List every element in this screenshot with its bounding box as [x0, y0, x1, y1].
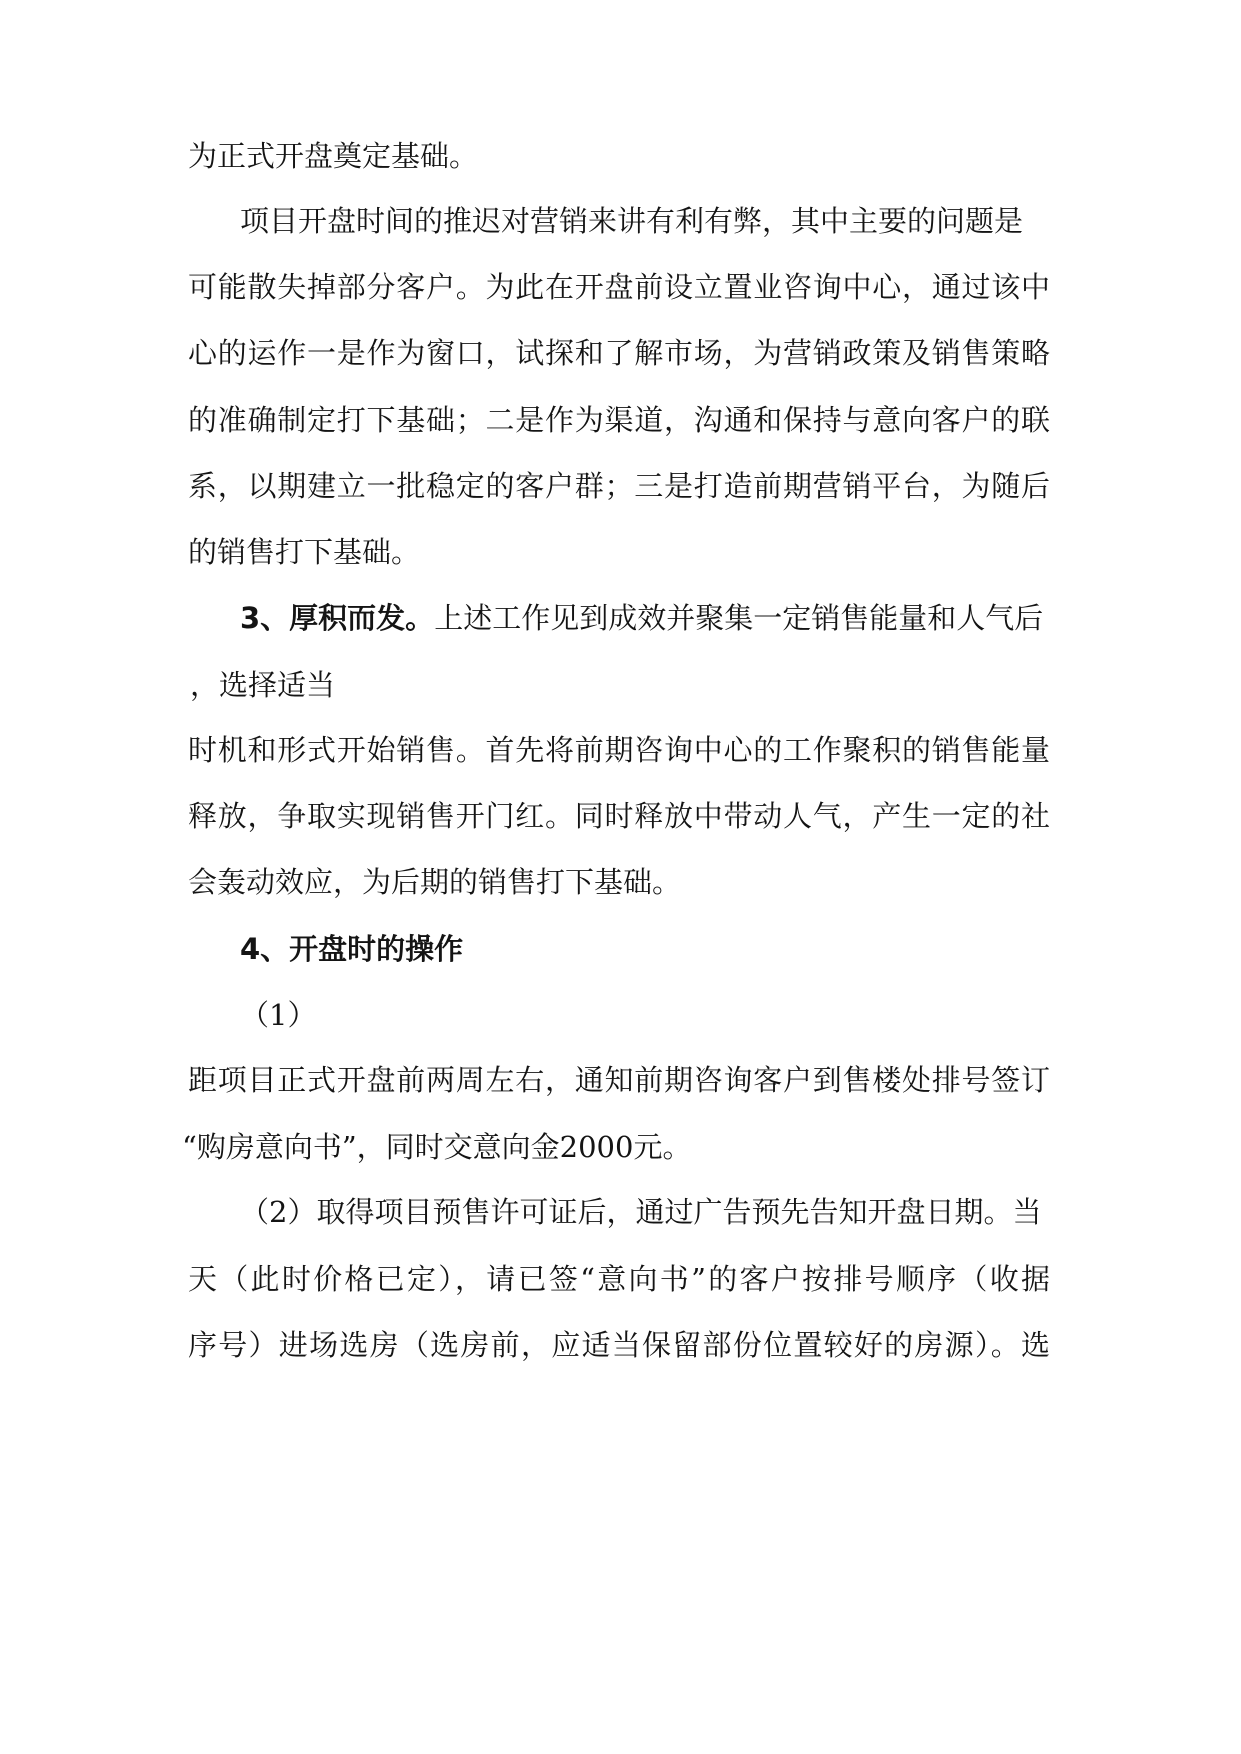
text-line: （1）	[240, 998, 317, 1032]
text-line: 序号）进场选房（选房前，应适当保留部份位置较好的房源）。选	[188, 1328, 1050, 1362]
text-line	[240, 598, 1044, 638]
text-line: 系，以期建立一批稳定的客户群；三是打造前期营销平台，为随后	[188, 469, 1050, 503]
text-line: （2）取得项目预售许可证后，通过广告预先告知开盘日期。当	[240, 1195, 1042, 1229]
section-heading: 4、开盘时的操作	[240, 932, 464, 966]
text-line: 为正式开盘奠定基础。	[188, 139, 479, 173]
text-line: 的销售打下基础。	[188, 535, 421, 569]
section-heading: 3、厚积而发。	[240, 601, 435, 635]
text-line: 天（此时价格已定），请已签“意向书”的客户按排号顺序（收据	[188, 1262, 1050, 1296]
text-run: 上述工作见到成效并聚集一定销售能量和人气后	[434, 601, 1044, 635]
text-line: 释放，争取实现销售开门红。同时释放中带动人气，产生一定的社	[188, 799, 1050, 833]
text-line: 项目开盘时间的推迟对营销来讲有利有弊，其中主要的问题是	[240, 204, 1024, 238]
text-line: 时机和形式开始销售。首先将前期咨询中心的工作聚积的销售能量	[188, 733, 1050, 767]
text-line: 的准确制定打下基础；二是作为渠道，沟通和保持与意向客户的联	[188, 403, 1050, 437]
text-line: 距项目正式开盘前两周左右，通知前期咨询客户到售楼处排号签订	[188, 1063, 1050, 1097]
text-line: 会轰动效应，为后期的销售打下基础。	[188, 865, 682, 899]
text-line: “购房意向书”，同时交意向金2000元。	[182, 1130, 692, 1164]
text-line: ，选择适当	[190, 668, 336, 702]
text-line: 心的运作一是作为窗口，试探和了解市场，为营销政策及销售策略	[188, 336, 1050, 370]
text-line: 可能散失掉部分客户。为此在开盘前设立置业咨询中心，通过该中	[188, 270, 1050, 304]
